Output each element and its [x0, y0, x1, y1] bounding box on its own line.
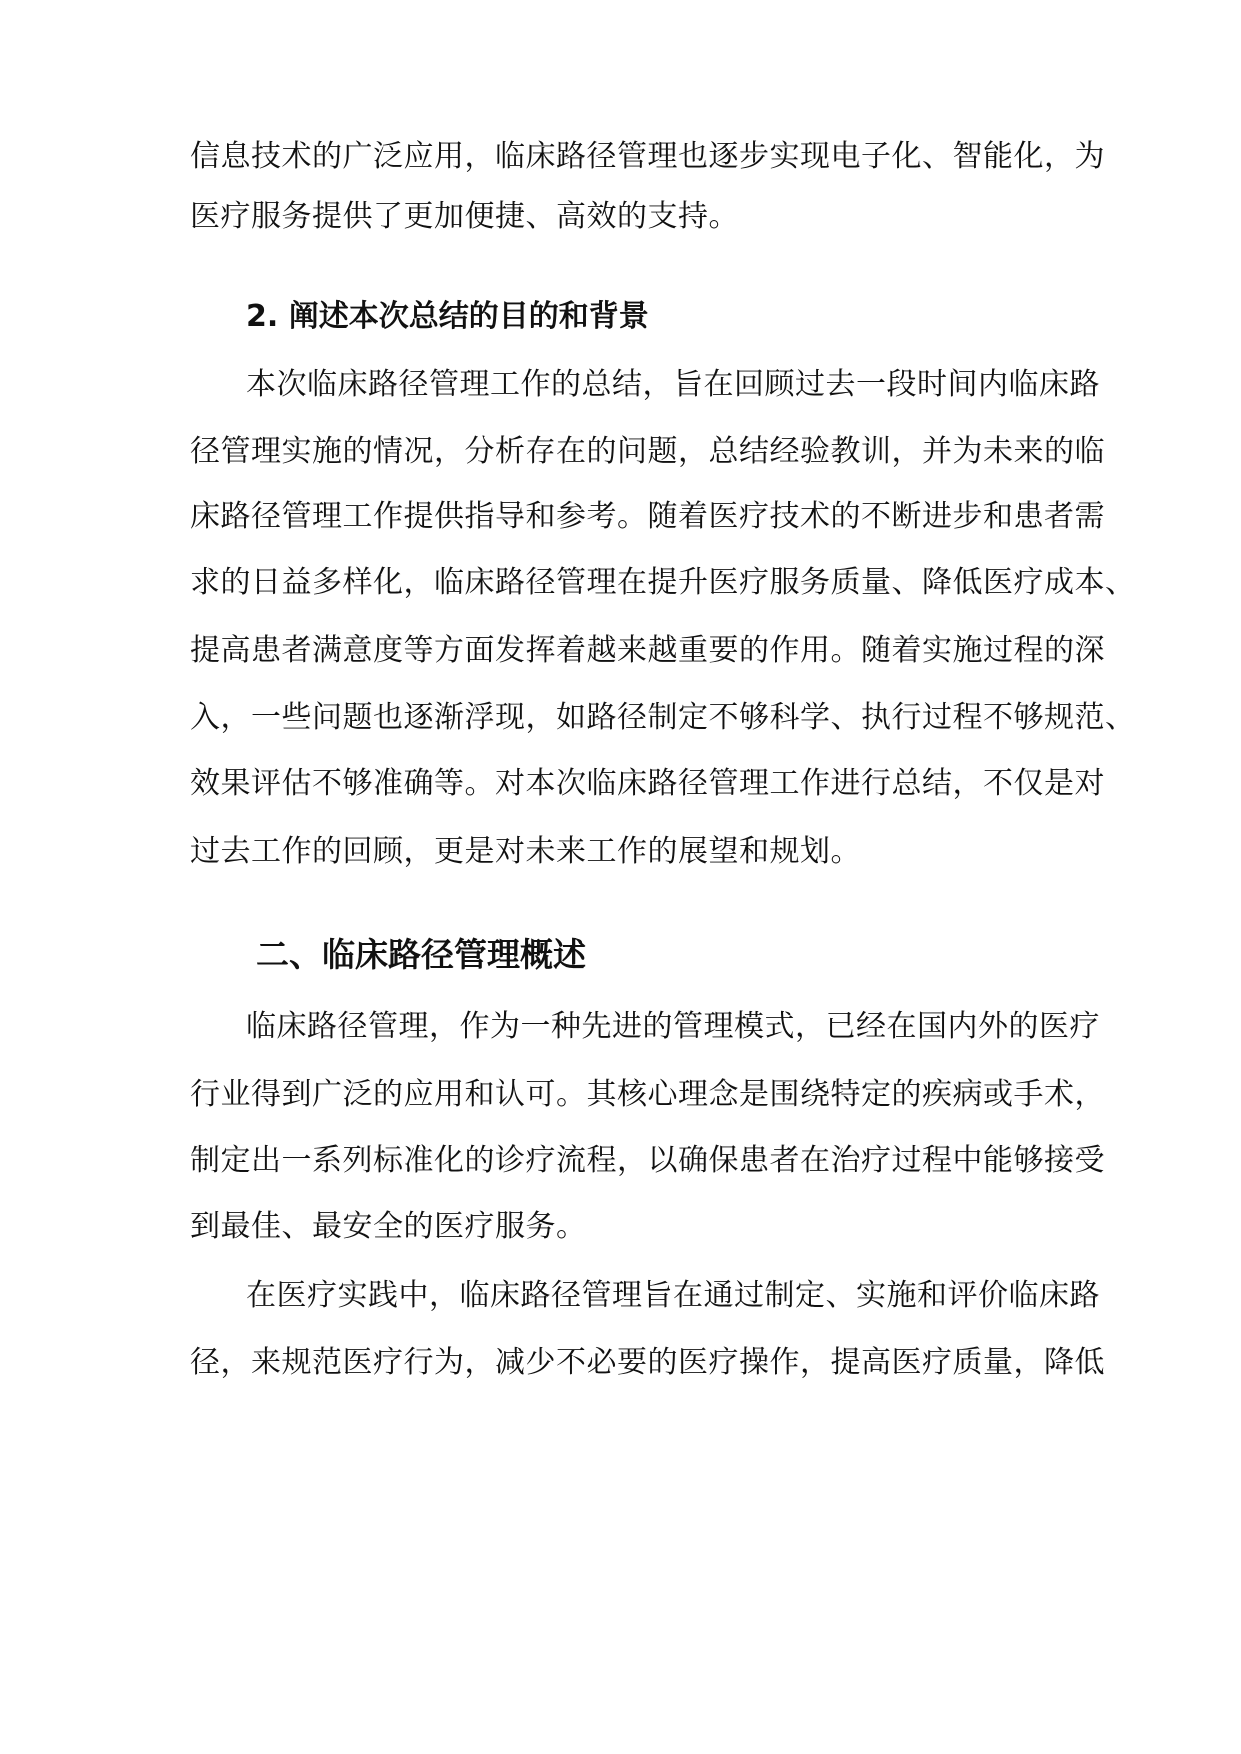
chapter-2-p1-line-4: 到最佳、最安全的医疗服务。 — [190, 1209, 587, 1244]
chapter-2-p1-line-2: 行业得到广泛的应用和认可。其核心理念是围绕特定的疾病或手术， — [190, 1077, 1105, 1112]
chapter-2-p1-line-1: 临床路径管理，作为一种先进的管理模式，已经在国内外的医疗 — [246, 1009, 1100, 1044]
intro-line-1: 信息技术的广泛应用，临床路径管理也逐步实现电子化、智能化，为 — [190, 139, 1105, 174]
section-heading: 2. 阐述本次总结的目的和背景 — [246, 299, 649, 334]
section-2-line-4: 求的日益多样化，临床路径管理在提升医疗服务质量、降低医疗成本、 — [190, 565, 1136, 600]
section-2-line-5: 提高患者满意度等方面发挥着越来越重要的作用。随着实施过程的深 — [190, 633, 1105, 668]
section-2-line-8: 过去工作的回顾，更是对未来工作的展望和规划。 — [190, 834, 861, 869]
chapter-2-p2-line-1: 在医疗实践中，临床路径管理旨在通过制定、实施和评价临床路 — [246, 1278, 1100, 1313]
section-2-line-6: 入，一些问题也逐渐浮现，如路径制定不够科学、执行过程不够规范、 — [190, 700, 1136, 735]
chapter-2-p1-line-3: 制定出一系列标准化的诊疗流程，以确保患者在治疗过程中能够接受 — [190, 1143, 1105, 1178]
section-2-line-2: 径管理实施的情况，分析存在的问题，总结经验教训，并为未来的临 — [190, 434, 1105, 469]
chapter-heading: 二、临床路径管理概述 — [256, 935, 586, 974]
chapter-2-p2-line-2: 径，来规范医疗行为，减少不必要的医疗操作，提高医疗质量，降低 — [190, 1345, 1105, 1380]
section-2-line-3: 床路径管理工作提供指导和参考。随着医疗技术的不断进步和患者需 — [190, 499, 1105, 534]
section-2-line-7: 效果评估不够准确等。对本次临床路径管理工作进行总结，不仅是对 — [190, 766, 1105, 801]
intro-line-2: 医疗服务提供了更加便捷、高效的支持。 — [190, 199, 739, 234]
section-2-line-1: 本次临床路径管理工作的总结，旨在回顾过去一段时间内临床路 — [246, 367, 1100, 402]
